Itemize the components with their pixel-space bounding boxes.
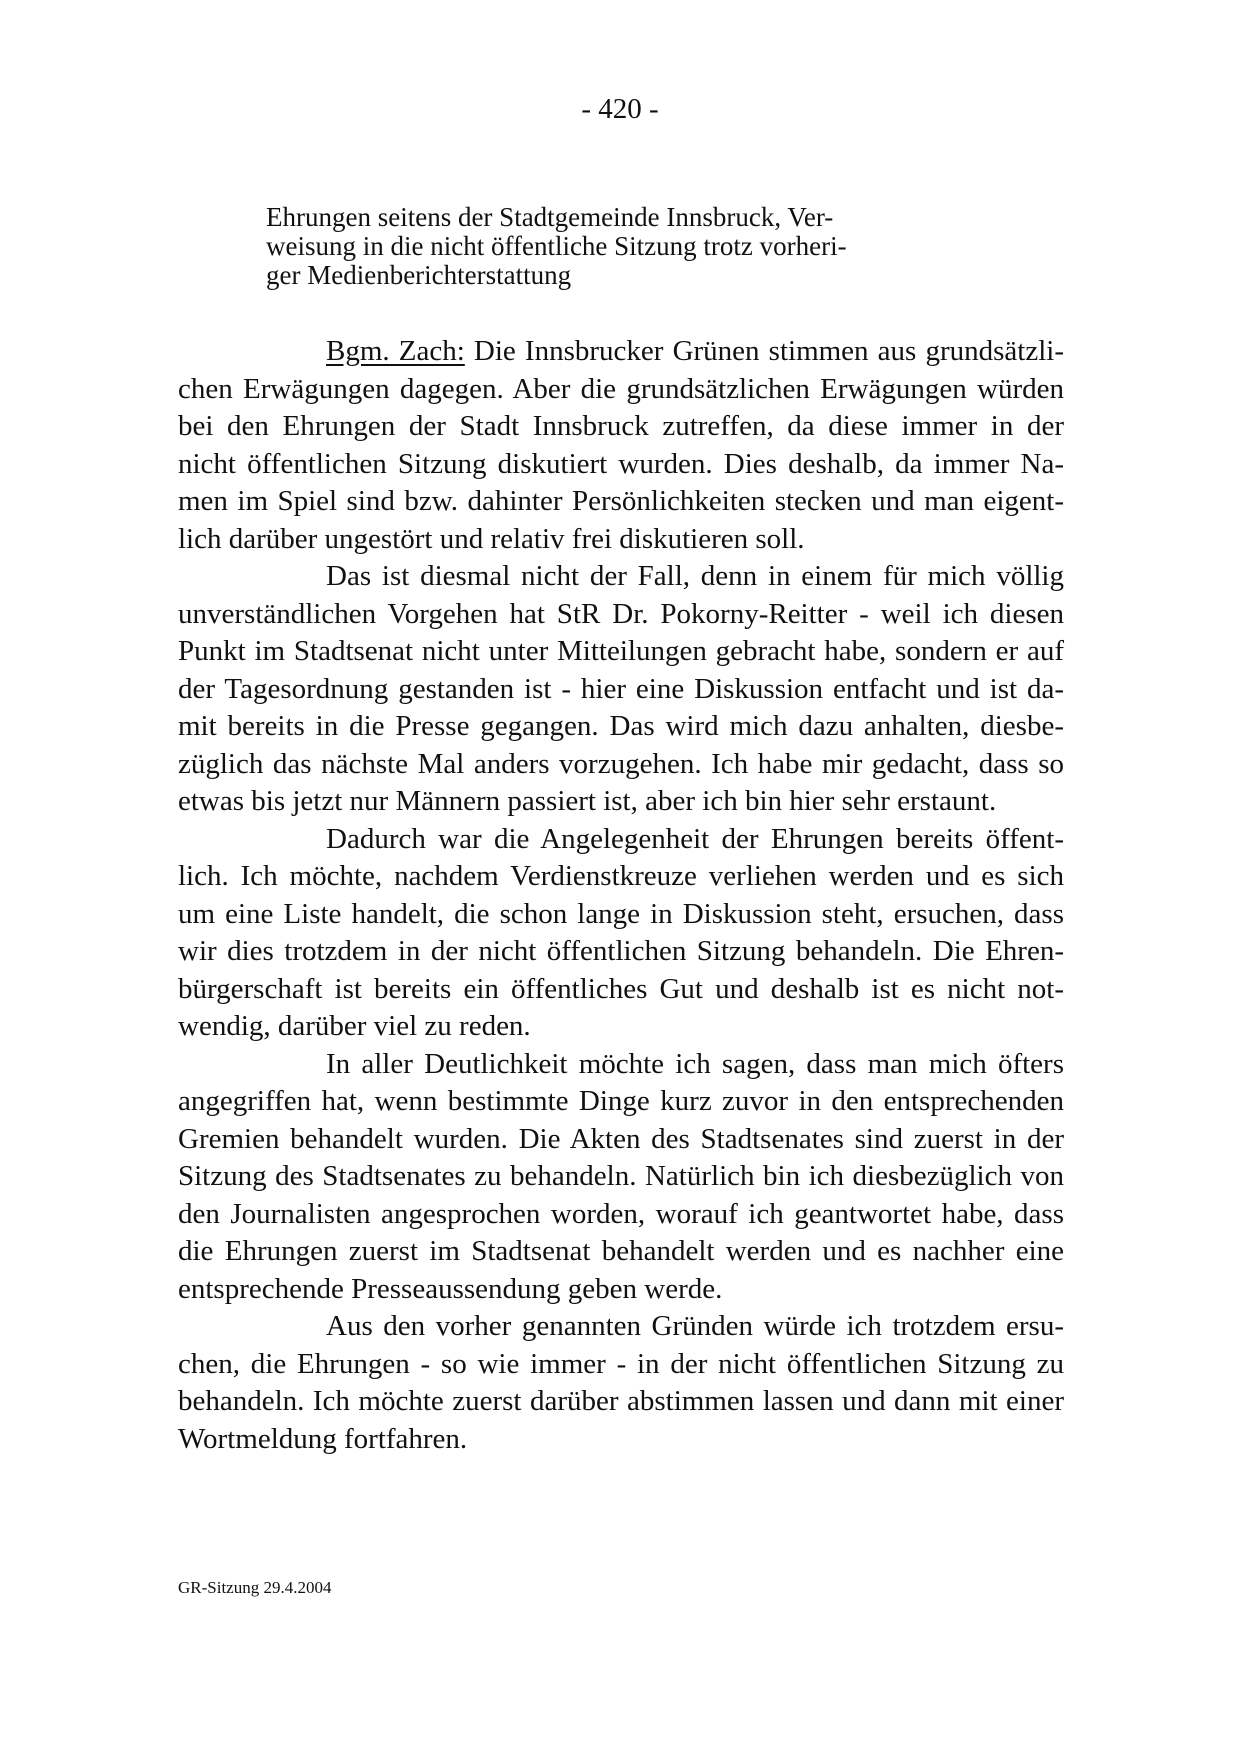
- paragraph-line: unverständlichen Vorgehen hat StR Dr. Pokorny-Reitter - weil ich diesen: [178, 597, 1064, 630]
- paragraph-line: Punkt im Stadtsenat nicht unter Mitteilungen gebracht habe, sondern er auf: [178, 635, 1064, 667]
- paragraph-line: lich darüber ungestört und relativ frei diskutieren soll.: [178, 522, 805, 555]
- paragraph-line: Sitzung des Stadtsenates zu behandeln. Natürlich bin ich diesbezüglich von: [178, 1160, 1064, 1192]
- paragraph-line: chen, die Ehrungen - so wie immer - in der nicht öffentlichen Sitzung zu: [178, 1347, 1064, 1380]
- paragraph-line: nicht öffentlichen Sitzung diskutiert wurden. Dies deshalb, da immer Na-: [178, 447, 1064, 480]
- section-heading: [266, 203, 906, 290]
- paragraph-line: Wortmeldung fortfahren.: [178, 1422, 468, 1455]
- paragraph-line: In aller Deutlichkeit möchte ich sagen, dass man mich öfters: [326, 1047, 1064, 1080]
- paragraph-line: den Journalisten angesprochen worden, worauf ich geantwortet habe, dass: [178, 1197, 1064, 1230]
- paragraph-line: men im Spiel sind bzw. dahinter Persönlichkeiten stecken und man eigent-: [178, 485, 1064, 517]
- body-text: [178, 333, 1064, 1458]
- paragraph-line: angegriffen hat, wenn bestimmte Dinge kurz zuvor in den entsprechenden: [178, 1085, 1064, 1117]
- paragraph-line: Das ist diesmal nicht der Fall, denn in einem für mich völlig: [326, 560, 1064, 592]
- paragraph-line: chen Erwägungen dagegen. Aber die grundsätzlichen Erwägungen würden: [178, 372, 1064, 405]
- paragraph-line: um eine Liste handelt, die schon lange in Diskussion steht, ersuchen, dass: [178, 897, 1064, 930]
- paragraph-line: wendig, darüber viel zu reden.: [178, 1010, 531, 1042]
- paragraph-line-text: Die Innsbrucker Grünen stimmen aus grundsätzli-: [464, 335, 1064, 367]
- paragraph-line: entsprechende Presseaussendung geben werde.: [178, 1272, 723, 1305]
- paragraph-line: bei den Ehrungen der Stadt Innsbruck zutreffen, da diese immer in der: [178, 410, 1064, 442]
- paragraph-line: Gremien behandelt wurden. Die Akten des Stadtsenates sind zuerst in der: [178, 1122, 1064, 1155]
- heading-line: Ehrungen seitens der Stadtgemeinde Innsbruck, Ver-: [266, 202, 834, 232]
- paragraph-line: mit bereits in die Presse gegangen. Das wird mich dazu anhalten, diesbe-: [178, 710, 1064, 742]
- paragraph-line: bürgerschaft ist bereits ein öffentliches Gut und deshalb ist es nicht not-: [178, 972, 1064, 1005]
- paragraph-line: die Ehrungen zuerst im Stadtsenat behandelt werden und es nachher eine: [178, 1235, 1064, 1267]
- page-number: - 420 -: [581, 93, 659, 125]
- heading-line: weisung in die nicht öffentliche Sitzung trotz vorheri-: [266, 231, 847, 261]
- paragraph-line: wir dies trotzdem in der nicht öffentlichen Sitzung behandeln. Die Ehren-: [178, 935, 1064, 967]
- heading-line: ger Medienberichterstattung: [266, 260, 572, 290]
- paragraph-line: der Tagesordnung gestanden ist - hier eine Diskussion entfacht und ist da-: [178, 672, 1064, 705]
- paragraph-line: Dadurch war die Angelegenheit der Ehrungen bereits öffent-: [326, 822, 1064, 855]
- paragraph-line: züglich das nächste Mal anders vorzugehen. Ich habe mir gedacht, dass so: [178, 747, 1064, 780]
- page-footer: GR-Sitzung 29.4.2004: [178, 1578, 332, 1597]
- paragraph-line: behandeln. Ich möchte zuerst darüber abstimmen lassen und dann mit einer: [178, 1385, 1064, 1417]
- paragraph-line: Aus den vorher genannten Gründen würde ich trotzdem ersu-: [326, 1310, 1064, 1342]
- speaker-name: Bgm. Zach:: [326, 335, 465, 367]
- paragraph-line: [178, 333, 1064, 371]
- paragraph-line: etwas bis jetzt nur Männern passiert ist, aber ich bin hier sehr erstaunt.: [178, 785, 997, 817]
- paragraph-line: lich. Ich möchte, nachdem Verdienstkreuze verliehen werden und es sich: [178, 860, 1064, 892]
